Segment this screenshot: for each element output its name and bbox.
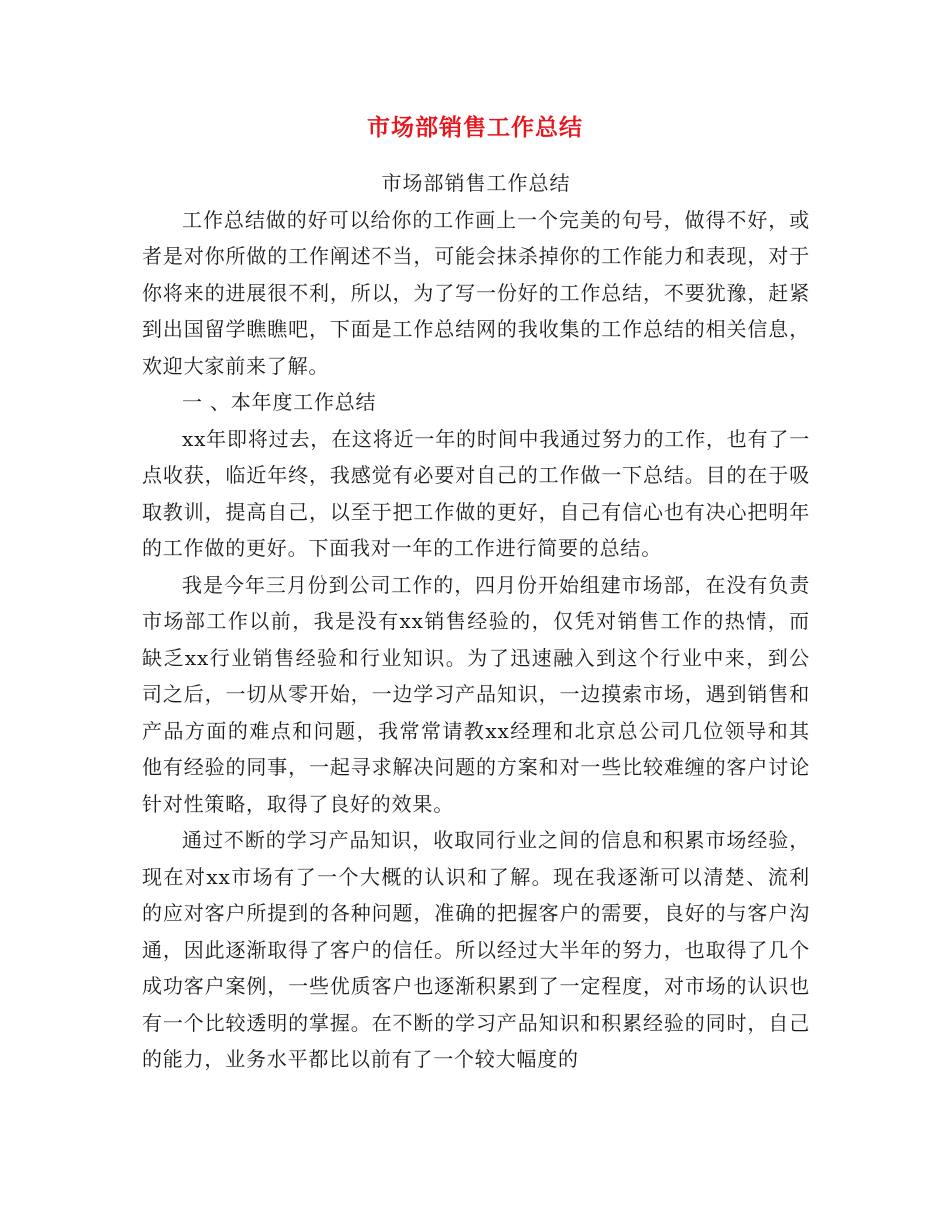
body-paragraph-2: 我是今年三月份到公司工作的，四月份开始组建市场部，在没有负责市场部工作以前，我是没有xx销售经验的，仅凭对销售工作的热情，而缺乏xx行业销售经验和行业知识。为了迅速融入到这个行业中来，到公司之后，一切从零开始，一边学习产品知识，一边摸索市场，遇到销售和产品方面的难点和问题，我常常请教xx经理和北京总公司几位领导和其他有经验的同事，一起寻求解决问题的方案和对一些比较难缠的客户讨论针对性策略，取得了良好的效果。 (142, 572, 810, 816)
intro-paragraph: 工作总结做的好可以给你的工作画上一个完美的句号，做得不好，或者是对你所做的工作阐述不当，可能会抹杀掉你的工作能力和表现，对于你将来的进展很不利，所以，为了写一份好的工作总结，不要犹豫，赶紧到出国留学瞧瞧吧，下面是工作总结网的我收集的工作总结的相关信息，欢迎大家前来了解。 (142, 207, 810, 378)
section-heading: 一 、本年度工作总结 (182, 390, 377, 414)
body-paragraph-3: 通过不断的学习产品知识，收取同行业之间的信息和积累市场经验，现在对xx市场有了一个大概的认识和了解。现在我逐渐可以清楚、流利的应对客户所提到的各种问题，准确的把握客户的需要，良好的与客户沟通，因此逐渐取得了客户的信任。所以经过大半年的努力，也取得了几个成功客户案例，一些优质客户也逐渐积累到了一定程度，对市场的认识也有一个比较透明的掌握。在不断的学习产品知识和积累经验的同时，自己的能力，业务水平都比以前有了一个较大幅度的 (142, 828, 810, 1071)
document-title: 市场部销售工作总结 (367, 114, 583, 141)
document-subtitle: 市场部销售工作总结 (381, 171, 571, 195)
document-body (142, 165, 810, 1078)
body-paragraph-1: xx年即将过去，在这将近一年的时间中我通过努力的工作，也有了一点收获，临近年终，我感觉有必要对自己的工作做一下总结。目的在于吸取教训，提高自己，以至于把工作做的更好，自己有信心也有决心把明年的工作做的更好。下面我对一年的工作进行简要的总结。 (142, 426, 810, 560)
